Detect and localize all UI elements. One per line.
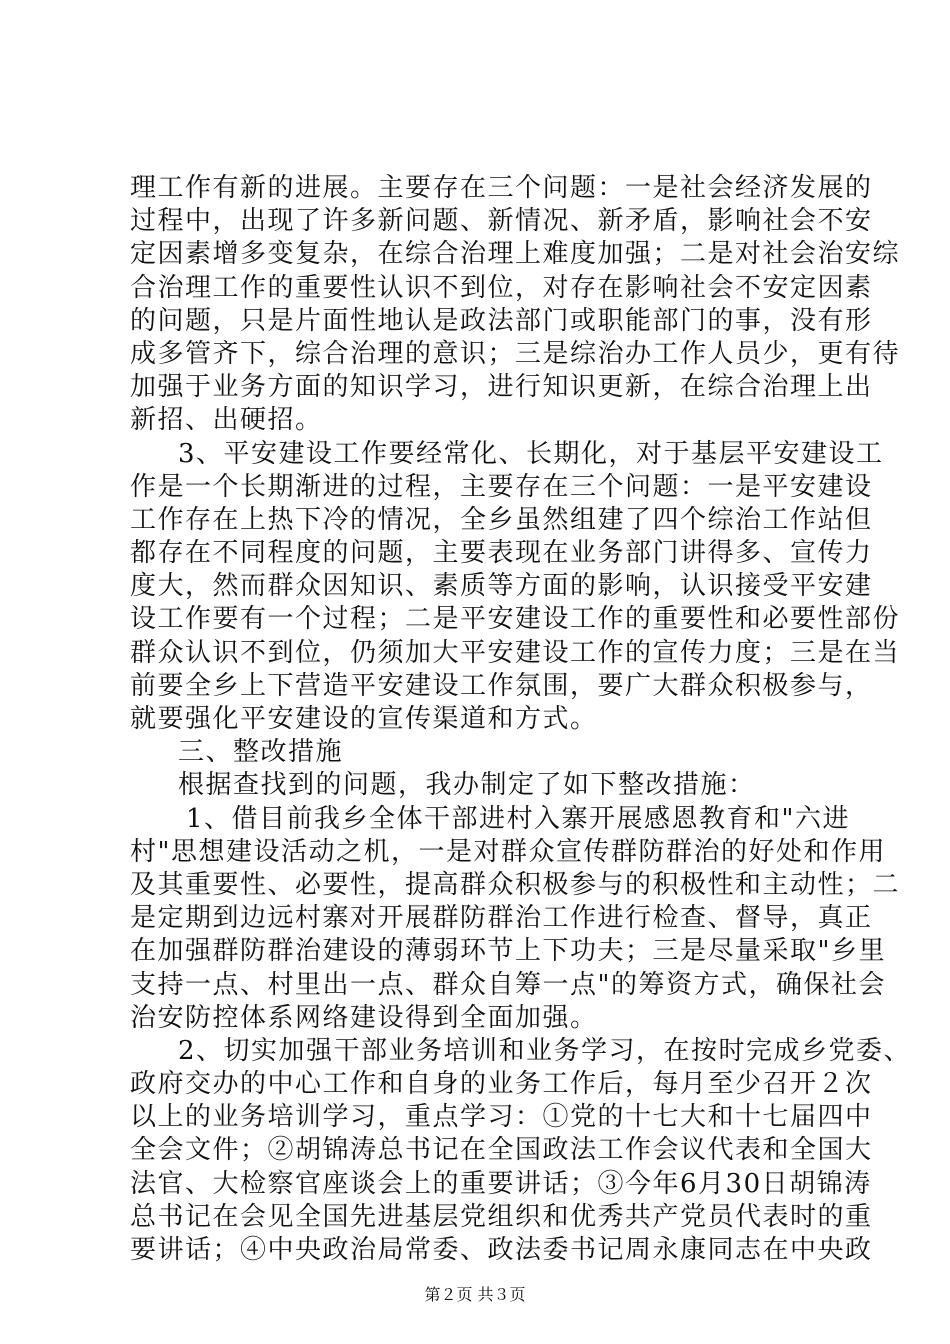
page-footer: 第２页 共３页 — [424, 1285, 526, 1304]
section-heading: 三、整改措施 — [178, 737, 344, 768]
paragraph-2-start: 2、切实加强干部业务培训和业务学习，在按时完成乡党委、 — [178, 1035, 912, 1066]
document-body — [130, 172, 912, 1267]
paragraph-intro: 根据查找到的问题，我办制定了如下整改措施： — [178, 770, 756, 801]
text-line: 过程中，出现了许多新问题、新情况、新矛盾，影响社会不安 — [130, 206, 873, 237]
text-line: 就要强化平安建设的宣传渠道和方式。 — [130, 704, 598, 734]
text-line: 及其重要性、必要性，提高群众积极参与的积极性和主动性；二 — [130, 869, 901, 900]
text-line: 在加强群防群治建设的薄弱环节上下功夫；三是尽量采取"乡里 — [130, 936, 886, 967]
text-line: 成多管齐下，综合治理的意识；三是综治办工作人员少，更有待 — [130, 338, 901, 369]
text-line: 总书记在会见全国先进基层党组织和优秀共产党员代表时的重 — [130, 1201, 873, 1232]
text-line: 度大，然而群众因知识、素质等方面的影响，认识接受平安建 — [130, 571, 873, 602]
text-line: 要讲话；④中央政治局常委、政法委书记周永康同志在中央政 — [130, 1235, 873, 1265]
text-line: 群众认识不到位，仍须加大平安建设工作的宣传力度；三是在当 — [130, 637, 901, 668]
text-line: 政府交办的中心工作和自身的业务工作后，每月至少召开２次 — [130, 1069, 873, 1100]
text-line: 治安防控体系网络建设得到全面加强。 — [130, 1002, 598, 1033]
text-line: 全会文件；②胡锦涛总书记在全国政法工作会议代表和全国大 — [130, 1135, 873, 1166]
text-line: 设工作要有一个过程；二是平安建设工作的重要性和必要性部份 — [130, 604, 901, 635]
text-line: 的问题，只是片面性地认是政法部门或职能部门的事，没有形 — [130, 305, 873, 336]
text-line: 合治理工作的重要性认识不到位，对存在影响社会不安定因素 — [130, 272, 873, 303]
paragraph-3-start: 3、平安建设工作要经常化、长期化，对于基层平安建设工 — [178, 438, 884, 469]
text-line: 定因素增多变复杂，在综合治理上难度加强；二是对社会治安综 — [130, 239, 901, 270]
text-line: 前要全乡上下营造平安建设工作氛围，要广大群众积极参与， — [130, 670, 873, 701]
text-line: 理工作有新的进展。主要存在三个问题：一是社会经济发展的 — [130, 173, 873, 203]
text-line: 都存在不同程度的问题，主要表现在业务部门讲得多、宣传力 — [130, 538, 873, 569]
text-line: 法官、大检察官座谈会上的重要讲话；③今年6月30日胡锦涛 — [130, 1168, 872, 1199]
text-line: 工作存在上热下冷的情况，全乡虽然组建了四个综治工作站但 — [130, 504, 873, 535]
text-line: 支持一点、村里出一点、群众自筹一点"的筹资方式，确保社会 — [130, 969, 886, 1000]
text-line: 新招、出硬招。 — [130, 405, 323, 436]
text-line: 作是一个长期渐进的过程，主要存在三个问题：一是平安建设 — [130, 471, 873, 502]
text-line: 加强于业务方面的知识学习，进行知识更新，在综合治理上出 — [130, 372, 873, 403]
paragraph-1-start: 1、借目前我乡全体干部进村入寨开展感恩教育和"六进 — [186, 803, 851, 834]
text-line: 是定期到边远村寨对开展群防群治工作进行检查、督导，真正 — [130, 903, 873, 934]
text-line: 村"思想建设活动之机，一是对群众宣传群防群治的好处和作用 — [130, 836, 886, 867]
text-line: 以上的业务培训学习，重点学习：①党的十七大和十七届四中 — [130, 1102, 873, 1133]
